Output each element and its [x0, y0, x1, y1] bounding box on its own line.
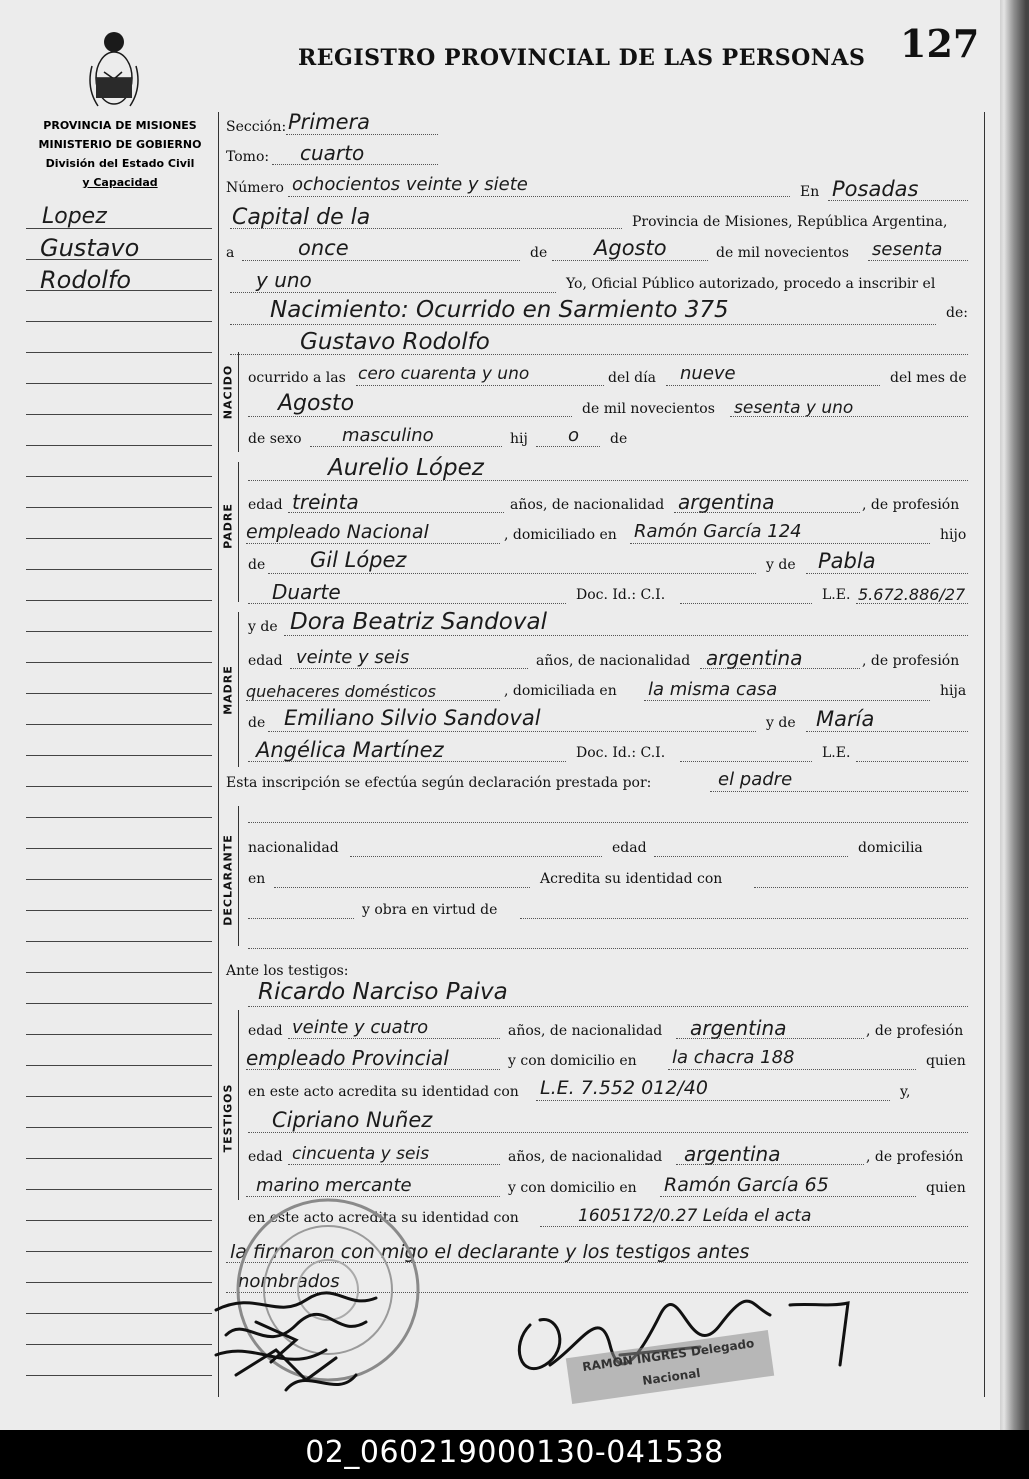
sidebar-rule: [26, 662, 212, 663]
folio-number: 127: [900, 21, 980, 66]
value-anio2: y uno: [256, 268, 312, 292]
value-t1-nac: argentina: [690, 1016, 787, 1040]
sidebar-rule: [26, 1065, 212, 1066]
section-declarante: DECLARANTE: [221, 834, 235, 926]
sidebar-rule: [26, 817, 212, 818]
sidebar-rule: [26, 352, 212, 353]
label-padre-dom: , domiciliado en: [504, 527, 617, 543]
right-margin-rule: [984, 112, 985, 1397]
section-nacido: NACIDO: [221, 364, 235, 420]
value-acto: Nacimiento: Ocurrido en Sarmiento 375: [270, 297, 729, 323]
madre-bracket: [238, 612, 239, 767]
sidebar-rule: [26, 1127, 212, 1128]
sidebar-rule: [26, 228, 212, 229]
value-seccion: Primera: [288, 110, 371, 134]
label-madre-doc: Doc. Id.: C.I.: [576, 745, 666, 761]
label-ante-testigos: Ante los testigos:: [226, 963, 349, 979]
label-t2-prof: , de profesión: [866, 1149, 964, 1165]
label-en-decl: en: [248, 871, 266, 887]
label-t1-nac: años, de nacionalidad: [508, 1023, 663, 1039]
value-madre-nac: argentina: [706, 646, 803, 670]
value-sexo: masculino: [342, 425, 434, 446]
value-en: Posadas: [832, 177, 919, 201]
sidebar-rule: [26, 631, 212, 632]
label-padre-hijo: hijo: [940, 527, 967, 543]
document-id-banner: 02_060219000130-041538: [0, 1430, 1029, 1479]
sidebar-hw-surname: Lopez: [42, 204, 107, 229]
label-de-parents: de: [610, 431, 628, 447]
label-hijo: hij: [510, 431, 528, 447]
sidebar-rule: [26, 1034, 212, 1035]
value-nombre: Gustavo Rodolfo: [300, 329, 490, 355]
declarante-blank-line: [248, 822, 968, 823]
value-padre-dom: Ramón García 124: [634, 521, 802, 542]
label-madre-prof: , de profesión: [862, 653, 960, 669]
label-madre-y-de: y de: [248, 619, 278, 635]
left-margin-rule: [218, 112, 219, 1397]
value-t1-prof: empleado Provincial: [246, 1046, 449, 1070]
label-madre-dom: , domiciliada en: [504, 683, 617, 699]
sidebar-rule: [26, 1158, 212, 1159]
value-padre-nombre: Aurelio López: [328, 455, 484, 481]
sidebar-rule: [26, 693, 212, 694]
label-del-mes: del mes de: [890, 370, 967, 386]
sidebar-rule: [26, 724, 212, 725]
value-numero: ochocientos veinte y siete: [292, 174, 528, 195]
label-padre-edad: edad: [248, 497, 283, 513]
label-madre-de: de: [248, 715, 266, 731]
value-madre-madre: María: [816, 707, 875, 731]
value-madre-nombre: Dora Beatriz Sandoval: [290, 609, 547, 635]
sidebar-rule: [26, 1096, 212, 1097]
sidebar-rule: [26, 290, 212, 291]
value-dia-nac: nueve: [680, 363, 736, 384]
label-padre-le: L.E.: [822, 587, 851, 603]
label-madre-edad: edad: [248, 653, 283, 669]
value-t1-dom: la chacra 188: [672, 1047, 795, 1068]
sidebar-rule: [26, 786, 212, 787]
sidebar-rule: [26, 1251, 212, 1252]
sidebar-rule: [26, 1375, 212, 1376]
value-madre-edad: veinte y seis: [296, 647, 410, 668]
value-dia: once: [298, 236, 349, 260]
label-t2-dom: y con domicilio en: [508, 1180, 637, 1196]
label-tomo: Tomo:: [226, 149, 270, 165]
label-madre-y-de-2: y de: [766, 715, 796, 731]
sidebar-rule: [26, 600, 212, 601]
sidebar-rule: [26, 910, 212, 911]
label-padre-y-de: y de: [766, 557, 796, 573]
label-padre-de: de: [248, 557, 266, 573]
label-de-sexo: de sexo: [248, 431, 302, 447]
declarante-bracket: [238, 806, 239, 946]
section-madre: MADRE: [221, 665, 235, 715]
label-esta-inscripcion: Esta inscripción se efectúa según declaración prestada por:: [226, 775, 652, 791]
value-hijo-suffix: o: [568, 425, 580, 446]
label-obra: y obra en virtud de: [362, 902, 498, 918]
label-acredita: Acredita su identidad con: [540, 871, 723, 887]
testigos-bracket: [238, 1010, 239, 1200]
value-padre-edad: treinta: [292, 490, 359, 514]
value-padre-padre: Gil López: [310, 548, 407, 572]
sidebar-rule: [26, 972, 212, 973]
value-t1-edad: veinte y cuatro: [292, 1017, 429, 1038]
label-madre-hija: hija: [940, 683, 967, 699]
section-testigos: TESTIGOS: [221, 1083, 235, 1153]
binding-edge: [1000, 0, 1029, 1430]
sidebar-rule: [26, 507, 212, 508]
value-madre-padre: Emiliano Silvio Sandoval: [284, 706, 541, 730]
sidebar-rule: [26, 755, 212, 756]
sidebar-hw-name1: Gustavo: [40, 234, 140, 262]
label-t2-quien: quien: [926, 1180, 966, 1196]
sidebar-rule: [26, 1189, 212, 1190]
sidebar-rule: [26, 848, 212, 849]
value-padre-nac: argentina: [678, 490, 775, 514]
sidebar-rule: [26, 1003, 212, 1004]
value-anio-nac: sesenta y uno: [734, 398, 854, 418]
label-del-dia: del día: [608, 370, 656, 386]
coat-of-arms-icon: [82, 28, 146, 112]
value-t2-prof: marino mercante: [256, 1175, 412, 1196]
label-a: a: [226, 245, 235, 261]
value-padre-madre2: Duarte: [272, 580, 341, 604]
value-mes: Agosto: [594, 236, 667, 260]
label-nacionalidad: nacionalidad: [248, 840, 339, 856]
label-padre-prof: , de profesión: [862, 497, 960, 513]
page-title: REGISTRO PROVINCIAL DE LAS PERSONAS: [298, 45, 866, 71]
label-t2-edad: edad: [248, 1149, 283, 1165]
sidebar-ministry: MINISTERIO DE GOBIERNO: [38, 138, 202, 151]
sidebar-rule: [26, 879, 212, 880]
label-ocurrido: ocurrido a las: [248, 370, 346, 386]
label-padre-nac: años, de nacionalidad: [510, 497, 665, 513]
value-padre-prof: empleado Nacional: [246, 521, 429, 543]
sidebar-rule: [26, 383, 212, 384]
value-madre-prof: quehaceres domésticos: [246, 682, 436, 701]
sidebar-capacity: y Capacidad: [82, 176, 158, 189]
sidebar-hw-name2: Rodolfo: [40, 266, 132, 294]
value-closing-2: nombrados: [238, 1271, 340, 1292]
section-padre: PADRE: [221, 503, 235, 549]
label-t1-edad: edad: [248, 1023, 283, 1039]
label-t1-dom: y con domicilio en: [508, 1053, 637, 1069]
value-mes-nac: Agosto: [278, 391, 355, 416]
sidebar-rule: [26, 414, 212, 415]
sidebar-rule: [26, 569, 212, 570]
sidebar-rule: [26, 321, 212, 322]
label-t1-quien: quien: [926, 1053, 966, 1069]
label-edad-decl: edad: [612, 840, 647, 856]
sidebar-rule: [26, 538, 212, 539]
value-t2-nac: argentina: [684, 1142, 781, 1166]
value-hora: cero cuarenta y uno: [358, 364, 530, 384]
label-madre-le: L.E.: [822, 745, 851, 761]
sidebar-rule: [26, 1313, 212, 1314]
label-t2-nac: años, de nacionalidad: [508, 1149, 663, 1165]
witness-signatures: [196, 1280, 416, 1410]
value-t2-doc: 1605172/0.27 Leída el acta: [578, 1206, 812, 1226]
value-t2-edad: cincuenta y seis: [292, 1144, 430, 1164]
label-yo: Yo, Oficial Público autorizado, procedo a inscribir el: [566, 276, 936, 292]
label-t1-prof: , de profesión: [866, 1023, 964, 1039]
sidebar-rule: [26, 259, 212, 260]
value-madre-dom: la misma casa: [648, 679, 778, 700]
value-t1-nombre: Ricardo Narciso Paiva: [258, 979, 508, 1005]
label-numero: Número: [226, 180, 284, 196]
padre-bracket: [238, 462, 239, 602]
value-madre-madre2: Angélica Martínez: [256, 738, 444, 762]
label-madre-nac: años, de nacionalidad: [536, 653, 691, 669]
nacido-bracket: [238, 352, 239, 452]
sidebar-rule: [26, 476, 212, 477]
value-t2-nombre: Cipriano Nuñez: [272, 1108, 433, 1132]
label-seccion: Sección:: [226, 119, 287, 135]
label-t1-acredita: en este acto acredita su identidad con: [248, 1084, 519, 1100]
value-t1-doc: L.E. 7.552 012/40: [540, 1077, 708, 1099]
sidebar-rule: [26, 941, 212, 942]
value-closing-1: la firmaron con migo el declarante y los testigos antes: [230, 1241, 750, 1263]
sidebar-rule: [26, 1220, 212, 1221]
delegate-stamp: RAMON INGRES Delegado Nacional: [566, 1330, 774, 1404]
label-provincia: Provincia de Misiones, República Argentina,: [632, 214, 948, 230]
sidebar-rule: [26, 1344, 212, 1345]
value-t2-dom: Ramón García 65: [664, 1174, 829, 1196]
value-tomo: cuarto: [300, 141, 365, 165]
label-t2-acredita: en este acto acredita su identidad con: [248, 1210, 519, 1226]
value-anio1: sesenta: [872, 239, 943, 260]
value-declarante: el padre: [718, 769, 793, 790]
sidebar-province: PROVINCIA DE MISIONES: [43, 119, 197, 132]
label-t1-y: y,: [900, 1084, 911, 1100]
value-capital: Capital de la: [232, 205, 371, 230]
sidebar-division: División del Estado Civil: [45, 157, 195, 170]
label-domicilia: domicilia: [858, 840, 923, 856]
label-de-mes: de: [530, 245, 548, 261]
label-de-mil: de mil novecientos: [716, 245, 849, 261]
label-de-mil-2: de mil novecientos: [582, 401, 715, 417]
label-de-colon: de:: [946, 305, 968, 321]
sidebar-rule: [26, 445, 212, 446]
label-en: En: [800, 184, 820, 200]
value-padre-madre: Pabla: [818, 549, 876, 573]
label-padre-doc: Doc. Id.: C.I.: [576, 587, 666, 603]
value-padre-le: 5.672.886/27: [858, 585, 966, 604]
sidebar-rule: [26, 1282, 212, 1283]
